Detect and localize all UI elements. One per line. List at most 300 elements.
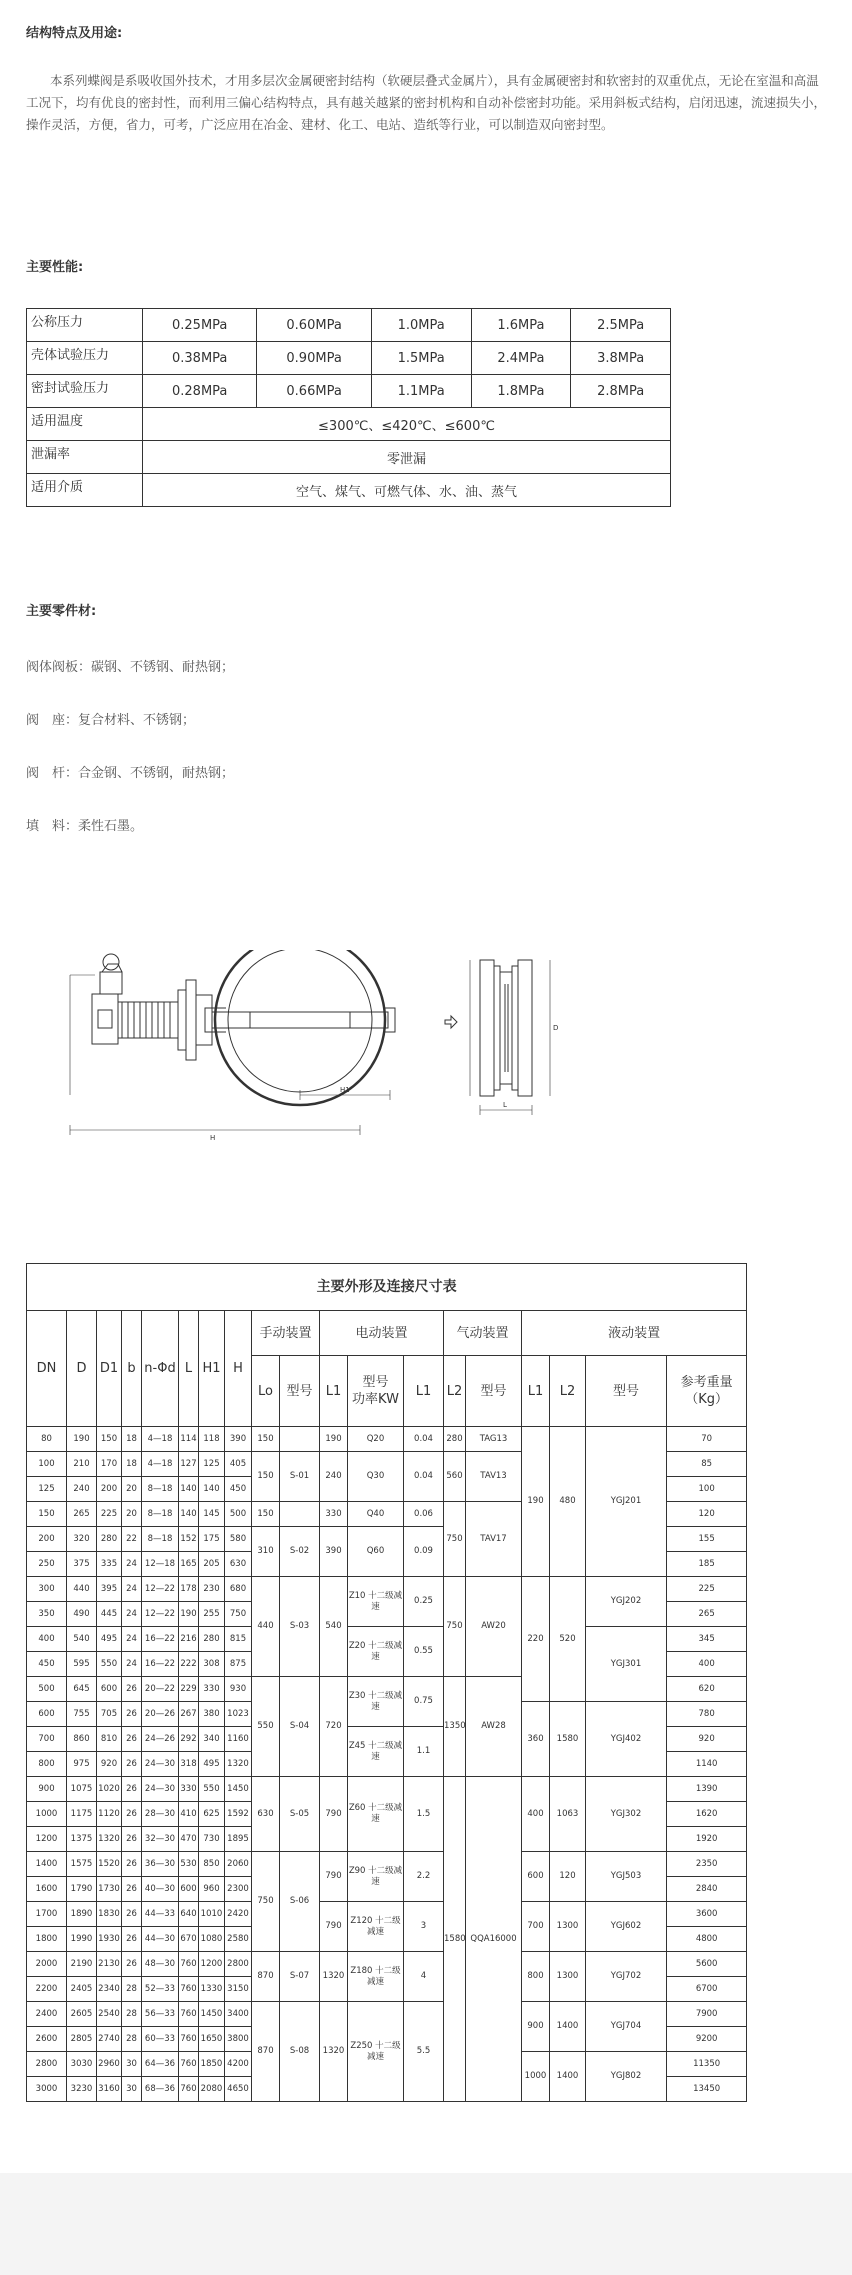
weight: 6700: [667, 1977, 747, 2002]
table-cell: 495: [97, 1627, 122, 1652]
table-row: [27, 1577, 747, 1602]
electric-l1: 540: [320, 1577, 348, 1677]
table-cell: 255: [199, 1602, 225, 1627]
electric-l1: 390: [320, 1527, 348, 1577]
manual-model: S-01: [280, 1452, 320, 1502]
table-row: [27, 342, 671, 375]
table-cell: 60—33: [142, 2027, 179, 2052]
table-cell: 1520: [97, 1852, 122, 1877]
table-cell: 22: [122, 1527, 142, 1552]
manual-model: S-07: [280, 1952, 320, 2002]
perf-value: 1.5MPa: [371, 342, 471, 375]
head-b: b: [122, 1311, 142, 1427]
table-cell: 125: [199, 1452, 225, 1477]
electric-model: Z45 十二级减速: [348, 1727, 404, 1777]
table-cell: 3030: [67, 2052, 97, 2077]
table-cell: 470: [179, 1827, 199, 1852]
table-cell: 127: [179, 1452, 199, 1477]
perf-value: ≤300℃、≤420℃、≤600℃: [143, 408, 671, 441]
table-row: [27, 1777, 747, 1802]
head-e-l1: L1: [320, 1356, 348, 1427]
table-cell: 165: [179, 1552, 199, 1577]
head-d: D: [67, 1311, 97, 1427]
perf-value: 0.90MPa: [257, 342, 371, 375]
hydraulic-l2: 1300: [550, 1952, 586, 2002]
table-cell: 860: [67, 1727, 97, 1752]
pneumatic-l2: 1580: [444, 1777, 466, 2102]
table-cell: 3160: [97, 2077, 122, 2102]
hydraulic-model: YGJ301: [586, 1627, 667, 1702]
table-cell: 16—22: [142, 1652, 179, 1677]
table-cell: 24: [122, 1577, 142, 1602]
table-cell: 8—18: [142, 1527, 179, 1552]
structure-title: 结构特点及用途:: [26, 26, 123, 41]
electric-kw: 2.2: [404, 1852, 444, 1902]
weight: 620: [667, 1677, 747, 1702]
table-cell: 630: [225, 1552, 252, 1577]
table-cell: 2580: [225, 1927, 252, 1952]
table-cell: 170: [97, 1452, 122, 1477]
table-cell: 600: [179, 1877, 199, 1902]
weight: 265: [667, 1602, 747, 1627]
table-cell: 1320: [225, 1752, 252, 1777]
manual-lo: 440: [252, 1577, 280, 1677]
table-cell: 28—30: [142, 1802, 179, 1827]
table-cell: 24—30: [142, 1752, 179, 1777]
label-l: L: [503, 1101, 507, 1109]
weight: 120: [667, 1502, 747, 1527]
pneumatic-model: AW20: [466, 1577, 522, 1677]
weight: 1140: [667, 1752, 747, 1777]
table-cell: 2190: [67, 1952, 97, 1977]
table-cell: 12—22: [142, 1602, 179, 1627]
perf-label: 适用介质: [27, 474, 143, 507]
table-cell: 550: [199, 1777, 225, 1802]
table-cell: 26: [122, 1702, 142, 1727]
table-cell: 445: [97, 1602, 122, 1627]
perf-label: 公称压力: [27, 309, 143, 342]
hydraulic-l1: 900: [522, 2002, 550, 2052]
table-cell: 140: [179, 1502, 199, 1527]
electric-kw: 1.5: [404, 1777, 444, 1852]
table-cell: 1450: [225, 1777, 252, 1802]
dim-table-title: 主要外形及连接尺寸表: [27, 1264, 747, 1311]
manual-model: [280, 1427, 320, 1452]
weight: 100: [667, 1477, 747, 1502]
table-cell: 26: [122, 1752, 142, 1777]
table-cell: 68—36: [142, 2077, 179, 2102]
pneumatic-l2: 1350: [444, 1677, 466, 1777]
table-cell: 2300: [225, 1877, 252, 1902]
table-cell: 26: [122, 1727, 142, 1752]
table-cell: 1080: [199, 1927, 225, 1952]
table-cell: 140: [199, 1477, 225, 1502]
pneumatic-l2: 750: [444, 1577, 466, 1677]
table-cell: 540: [67, 1627, 97, 1652]
manual-model: S-04: [280, 1677, 320, 1777]
perf-value: 1.0MPa: [371, 309, 471, 342]
table-cell: 1895: [225, 1827, 252, 1852]
table-cell: 1200: [27, 1827, 67, 1852]
material-line: 阀体阀板：碳钢、不锈钢、耐热钢；: [26, 660, 235, 675]
table-row: [27, 441, 671, 474]
head-e-l1b: L1: [404, 1356, 444, 1427]
table-cell: 755: [67, 1702, 97, 1727]
table-cell: 100: [27, 1452, 67, 1477]
electric-kw: 0.75: [404, 1677, 444, 1727]
table-cell: 580: [225, 1527, 252, 1552]
table-cell: 44—33: [142, 1902, 179, 1927]
table-cell: 24: [122, 1652, 142, 1677]
table-cell: 680: [225, 1577, 252, 1602]
table-cell: 2130: [97, 1952, 122, 1977]
table-cell: 390: [225, 1427, 252, 1452]
table-cell: 705: [97, 1702, 122, 1727]
table-cell: 1830: [97, 1902, 122, 1927]
electric-kw: 0.55: [404, 1627, 444, 1677]
hydraulic-l2: 1580: [550, 1702, 586, 1777]
table-cell: 450: [27, 1652, 67, 1677]
table-cell: 24: [122, 1627, 142, 1652]
hydraulic-model: YGJ602: [586, 1902, 667, 1952]
table-cell: 12—18: [142, 1552, 179, 1577]
table-cell: 450: [225, 1477, 252, 1502]
table-cell: 750: [225, 1602, 252, 1627]
material-line: 阀 杆：合金钢、不锈钢，耐热钢；: [26, 766, 235, 781]
group-electric: 电动装置: [320, 1311, 444, 1356]
hydraulic-l1: 220: [522, 1577, 550, 1702]
table-cell: 8—18: [142, 1502, 179, 1527]
materials-title: 主要零件材:: [26, 604, 97, 619]
pneumatic-model: TAG13: [466, 1427, 522, 1452]
table-cell: 20: [122, 1477, 142, 1502]
table-cell: 2400: [27, 2002, 67, 2027]
table-cell: 1650: [199, 2027, 225, 2052]
table-row: [27, 1852, 747, 1877]
hydraulic-l1: 800: [522, 1952, 550, 2002]
group-pneumatic: 气动装置: [444, 1311, 522, 1356]
table-row: [27, 408, 671, 441]
weight: 70: [667, 1427, 747, 1452]
head-l: L: [179, 1311, 199, 1427]
head-h-l1: L1: [522, 1356, 550, 1427]
perf-value: 2.8MPa: [571, 375, 671, 408]
table-cell: 26: [122, 1902, 142, 1927]
electric-model: Z180 十二级减速: [348, 1952, 404, 2002]
valve-drawing: [50, 950, 560, 1150]
label-h: H: [210, 1134, 216, 1142]
weight: 1390: [667, 1777, 747, 1802]
manual-lo: 150: [252, 1427, 280, 1452]
head-p-model: 型号: [466, 1356, 522, 1427]
pneumatic-model: AW28: [466, 1677, 522, 1777]
table-cell: 2405: [67, 1977, 97, 2002]
table-cell: 30: [122, 2077, 142, 2102]
perf-label: 适用温度: [27, 408, 143, 441]
table-row: [27, 2002, 747, 2027]
pneumatic-model: QQA16000: [466, 1777, 522, 2102]
manual-lo: 630: [252, 1777, 280, 1852]
table-cell: 500: [225, 1502, 252, 1527]
table-cell: 18: [122, 1452, 142, 1477]
manual-lo: 310: [252, 1527, 280, 1577]
material-line: 填 料：柔性石墨。: [26, 819, 144, 834]
table-cell: 640: [179, 1902, 199, 1927]
head-nd: n-Φd: [142, 1311, 179, 1427]
table-cell: 24: [122, 1552, 142, 1577]
table-cell: 490: [67, 1602, 97, 1627]
table-row: [27, 1952, 747, 1977]
table-cell: 900: [27, 1777, 67, 1802]
table-cell: 20: [122, 1502, 142, 1527]
hydraulic-l2: 480: [550, 1427, 586, 1577]
weight: 185: [667, 1552, 747, 1577]
table-cell: 118: [199, 1427, 225, 1452]
electric-kw: 3: [404, 1902, 444, 1952]
hydraulic-model: YGJ503: [586, 1852, 667, 1902]
table-cell: 140: [179, 1477, 199, 1502]
table-cell: 230: [199, 1577, 225, 1602]
hydraulic-model: YGJ704: [586, 2002, 667, 2052]
table-cell: 26: [122, 1777, 142, 1802]
table-cell: 28: [122, 2002, 142, 2027]
hydraulic-l2: 1300: [550, 1902, 586, 1952]
hydraulic-l2: 520: [550, 1577, 586, 1702]
table-cell: 530: [179, 1852, 199, 1877]
table-cell: 350: [27, 1602, 67, 1627]
table-cell: 960: [199, 1877, 225, 1902]
table-cell: 3000: [27, 2077, 67, 2102]
handwheel: [103, 954, 119, 970]
weight: 11350: [667, 2052, 747, 2077]
electric-model: Z120 十二级减速: [348, 1902, 404, 1952]
manual-model: S-02: [280, 1527, 320, 1577]
weight: 2350: [667, 1852, 747, 1877]
material-line: 阀 座：复合材料、不锈钢；: [26, 713, 196, 728]
table-cell: 26: [122, 1927, 142, 1952]
table-cell: 26: [122, 1827, 142, 1852]
table-cell: 267: [179, 1702, 199, 1727]
table-row: [27, 309, 671, 342]
table-cell: 28: [122, 1977, 142, 2002]
table-cell: 175: [199, 1527, 225, 1552]
manual-model: S-08: [280, 2002, 320, 2102]
hydraulic-model: YGJ802: [586, 2052, 667, 2102]
table-cell: 810: [97, 1727, 122, 1752]
table-cell: 2805: [67, 2027, 97, 2052]
table-cell: 48—30: [142, 1952, 179, 1977]
table-cell: 292: [179, 1727, 199, 1752]
electric-model: Z60 十二级减速: [348, 1777, 404, 1852]
table-cell: 1600: [27, 1877, 67, 1902]
electric-l1: 790: [320, 1852, 348, 1902]
group-hydraulic: 液动装置: [522, 1311, 747, 1356]
manual-model: S-05: [280, 1777, 320, 1852]
table-cell: 36—30: [142, 1852, 179, 1877]
weight: 9200: [667, 2027, 747, 2052]
perf-value: 1.6MPa: [471, 309, 571, 342]
electric-kw: 0.06: [404, 1502, 444, 1527]
table-cell: 225: [97, 1502, 122, 1527]
table-cell: 125: [27, 1477, 67, 1502]
table-cell: 1890: [67, 1902, 97, 1927]
table-cell: 2200: [27, 1977, 67, 2002]
table-cell: 875: [225, 1652, 252, 1677]
table-cell: 3400: [225, 2002, 252, 2027]
table-cell: 1320: [97, 1827, 122, 1852]
weight: 400: [667, 1652, 747, 1677]
table-cell: 2540: [97, 2002, 122, 2027]
head-manual-model: 型号: [280, 1356, 320, 1427]
table-cell: 495: [199, 1752, 225, 1777]
pneumatic-model: TAV13: [466, 1452, 522, 1502]
table-cell: 400: [27, 1627, 67, 1652]
table-cell: 3150: [225, 1977, 252, 2002]
table-cell: 2800: [225, 1952, 252, 1977]
manual-lo: 550: [252, 1677, 280, 1777]
perf-label: 壳体试验压力: [27, 342, 143, 375]
table-cell: 80: [27, 1427, 67, 1452]
actuator-body: [100, 972, 122, 994]
hydraulic-l1: 600: [522, 1852, 550, 1902]
table-cell: 2340: [97, 1977, 122, 2002]
table-cell: 240: [67, 1477, 97, 1502]
performance-table: [26, 308, 671, 507]
table-cell: 405: [225, 1452, 252, 1477]
table-cell: 340: [199, 1727, 225, 1752]
table-cell: 645: [67, 1677, 97, 1702]
electric-kw: 5.5: [404, 2002, 444, 2102]
table-cell: 760: [179, 2052, 199, 2077]
table-cell: 152: [179, 1527, 199, 1552]
table-cell: 16—22: [142, 1627, 179, 1652]
table-cell: 4200: [225, 2052, 252, 2077]
table-cell: 190: [67, 1427, 97, 1452]
perf-value: 1.1MPa: [371, 375, 471, 408]
table-cell: 625: [199, 1802, 225, 1827]
electric-model: Z30 十二级减速: [348, 1677, 404, 1727]
weight: 155: [667, 1527, 747, 1552]
table-cell: 265: [67, 1502, 97, 1527]
weight: 920: [667, 1727, 747, 1752]
hydraulic-model: YGJ702: [586, 1952, 667, 2002]
table-cell: 2080: [199, 2077, 225, 2102]
weight: 780: [667, 1702, 747, 1727]
table-cell: 2960: [97, 2052, 122, 2077]
table-cell: 760: [179, 2027, 199, 2052]
manual-model: [280, 1502, 320, 1527]
manual-model: S-03: [280, 1577, 320, 1677]
table-cell: 280: [199, 1627, 225, 1652]
table-cell: 2060: [225, 1852, 252, 1877]
table-cell: 4650: [225, 2077, 252, 2102]
table-cell: 920: [97, 1752, 122, 1777]
table-cell: 440: [67, 1577, 97, 1602]
perf-label: 泄漏率: [27, 441, 143, 474]
table-cell: 700: [27, 1727, 67, 1752]
head-h: H: [225, 1311, 252, 1427]
table-cell: 1375: [67, 1827, 97, 1852]
table-row: [27, 1427, 747, 1452]
table-cell: 229: [179, 1677, 199, 1702]
weight: 5600: [667, 1952, 747, 1977]
table-cell: 190: [179, 1602, 199, 1627]
table-cell: 1330: [199, 1977, 225, 2002]
table-cell: 216: [179, 1627, 199, 1652]
table-cell: 2800: [27, 2052, 67, 2077]
table-cell: 4—18: [142, 1427, 179, 1452]
weight: 3600: [667, 1902, 747, 1927]
perf-value: 1.8MPa: [471, 375, 571, 408]
electric-model: Q20: [348, 1427, 404, 1452]
manual-lo: 870: [252, 2002, 280, 2102]
table-cell: 64—36: [142, 2052, 179, 2077]
electric-model: Z250 十二级减速: [348, 2002, 404, 2102]
pneumatic-l2: 280: [444, 1427, 466, 1452]
table-cell: 24—26: [142, 1727, 179, 1752]
hydraulic-model: YGJ202: [586, 1577, 667, 1627]
electric-l1: 720: [320, 1677, 348, 1777]
table-cell: 8—18: [142, 1477, 179, 1502]
label-d: D: [553, 1024, 559, 1032]
electric-kw: 0.04: [404, 1427, 444, 1452]
perf-value: 0.25MPa: [143, 309, 257, 342]
weight: 85: [667, 1452, 747, 1477]
dimension-table: [26, 1263, 747, 2102]
table-cell: 1075: [67, 1777, 97, 1802]
hydraulic-model: YGJ302: [586, 1777, 667, 1852]
table-cell: 1450: [199, 2002, 225, 2027]
head-d1: D1: [97, 1311, 122, 1427]
table-cell: 1930: [97, 1927, 122, 1952]
table-cell: 760: [179, 2002, 199, 2027]
table-cell: 44—30: [142, 1927, 179, 1952]
table-cell: 930: [225, 1677, 252, 1702]
table-cell: 200: [97, 1477, 122, 1502]
perf-value: 2.5MPa: [571, 309, 671, 342]
table-cell: 330: [179, 1777, 199, 1802]
head-p-l2: L2: [444, 1356, 466, 1427]
electric-l1: 790: [320, 1777, 348, 1852]
electric-l1: 330: [320, 1502, 348, 1527]
table-cell: 2420: [225, 1902, 252, 1927]
electric-l1: 240: [320, 1452, 348, 1502]
table-cell: 318: [179, 1752, 199, 1777]
table-cell: 24—30: [142, 1777, 179, 1802]
perf-value: 2.4MPa: [471, 342, 571, 375]
table-cell: 1990: [67, 1927, 97, 1952]
electric-l1: 1320: [320, 2002, 348, 2102]
table-cell: 114: [179, 1427, 199, 1452]
table-row: [27, 375, 671, 408]
electric-kw: 0.09: [404, 1527, 444, 1577]
hydraulic-l1: 700: [522, 1902, 550, 1952]
table-cell: 500: [27, 1677, 67, 1702]
manual-lo: 150: [252, 1452, 280, 1502]
table-cell: 1010: [199, 1902, 225, 1927]
table-cell: 32—30: [142, 1827, 179, 1852]
weight: 1920: [667, 1827, 747, 1852]
table-cell: 320: [67, 1527, 97, 1552]
weight: 4800: [667, 1927, 747, 1952]
perf-value: 零泄漏: [143, 441, 671, 474]
table-cell: 1850: [199, 2052, 225, 2077]
electric-model: Z10 十二级减速: [348, 1577, 404, 1627]
table-cell: 280: [97, 1527, 122, 1552]
table-cell: 1020: [97, 1777, 122, 1802]
table-cell: 1023: [225, 1702, 252, 1727]
table-cell: 1800: [27, 1927, 67, 1952]
